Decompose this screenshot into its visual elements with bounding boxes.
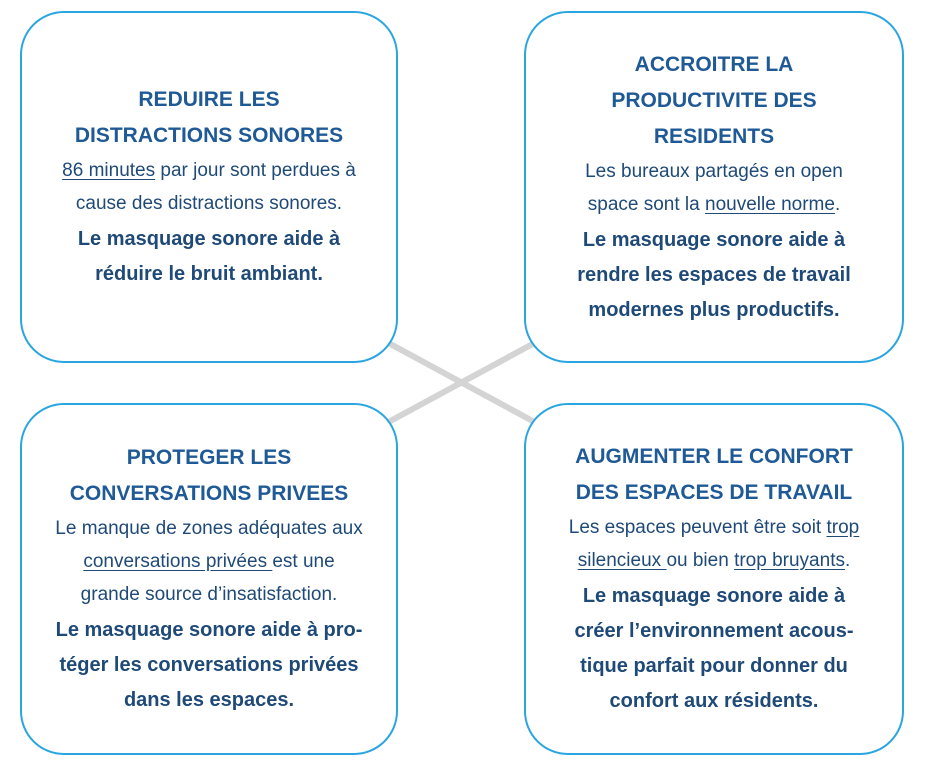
card-body: Les espaces peuvent être soit trop silencieux ou bien trop bruyants.: [568, 517, 860, 571]
card-increase-productivity: [524, 11, 904, 363]
card-emphasis: Le masquage sonore aide à rendre les espaces de travail modernes plus productifs.: [577, 228, 851, 321]
card-emphasis: Le masquage sonore aide à créer l’environnement acous- tique parfait pour donner du confort aux résidents.: [574, 585, 854, 712]
card-body: Le manque de zones adéquates aux conversations privées est une grande source d’insatisfaction.: [55, 518, 363, 605]
card-title: AUGMENTER LE CONFORT DES ESPACES DE TRAVAIL: [575, 445, 853, 504]
card-protect-private-conversations: [20, 403, 398, 755]
card-emphasis: Le masquage sonore aide à pro- téger les conversations privées dans les espaces.: [55, 619, 363, 711]
card-emphasis: Le masquage sonore aide à réduire le bruit ambiant.: [77, 228, 341, 285]
card-reduce-noise-distractions: [20, 11, 398, 363]
card-title: ACCROITRE LA PRODUCTIVITE DES RESIDENTS: [611, 52, 817, 148]
card-increase-workspace-comfort: [524, 403, 904, 755]
card-title: PROTEGER LES CONVERSATIONS PRIVEES: [69, 446, 349, 505]
card-title: REDUIRE LES DISTRACTIONS SONORES: [74, 88, 344, 147]
card-body: 86 minutes par jour sont perdues à cause des distractions sonores.: [62, 160, 356, 214]
card-body: Les bureaux partagés en open space sont la nouvelle norme.: [585, 160, 843, 215]
